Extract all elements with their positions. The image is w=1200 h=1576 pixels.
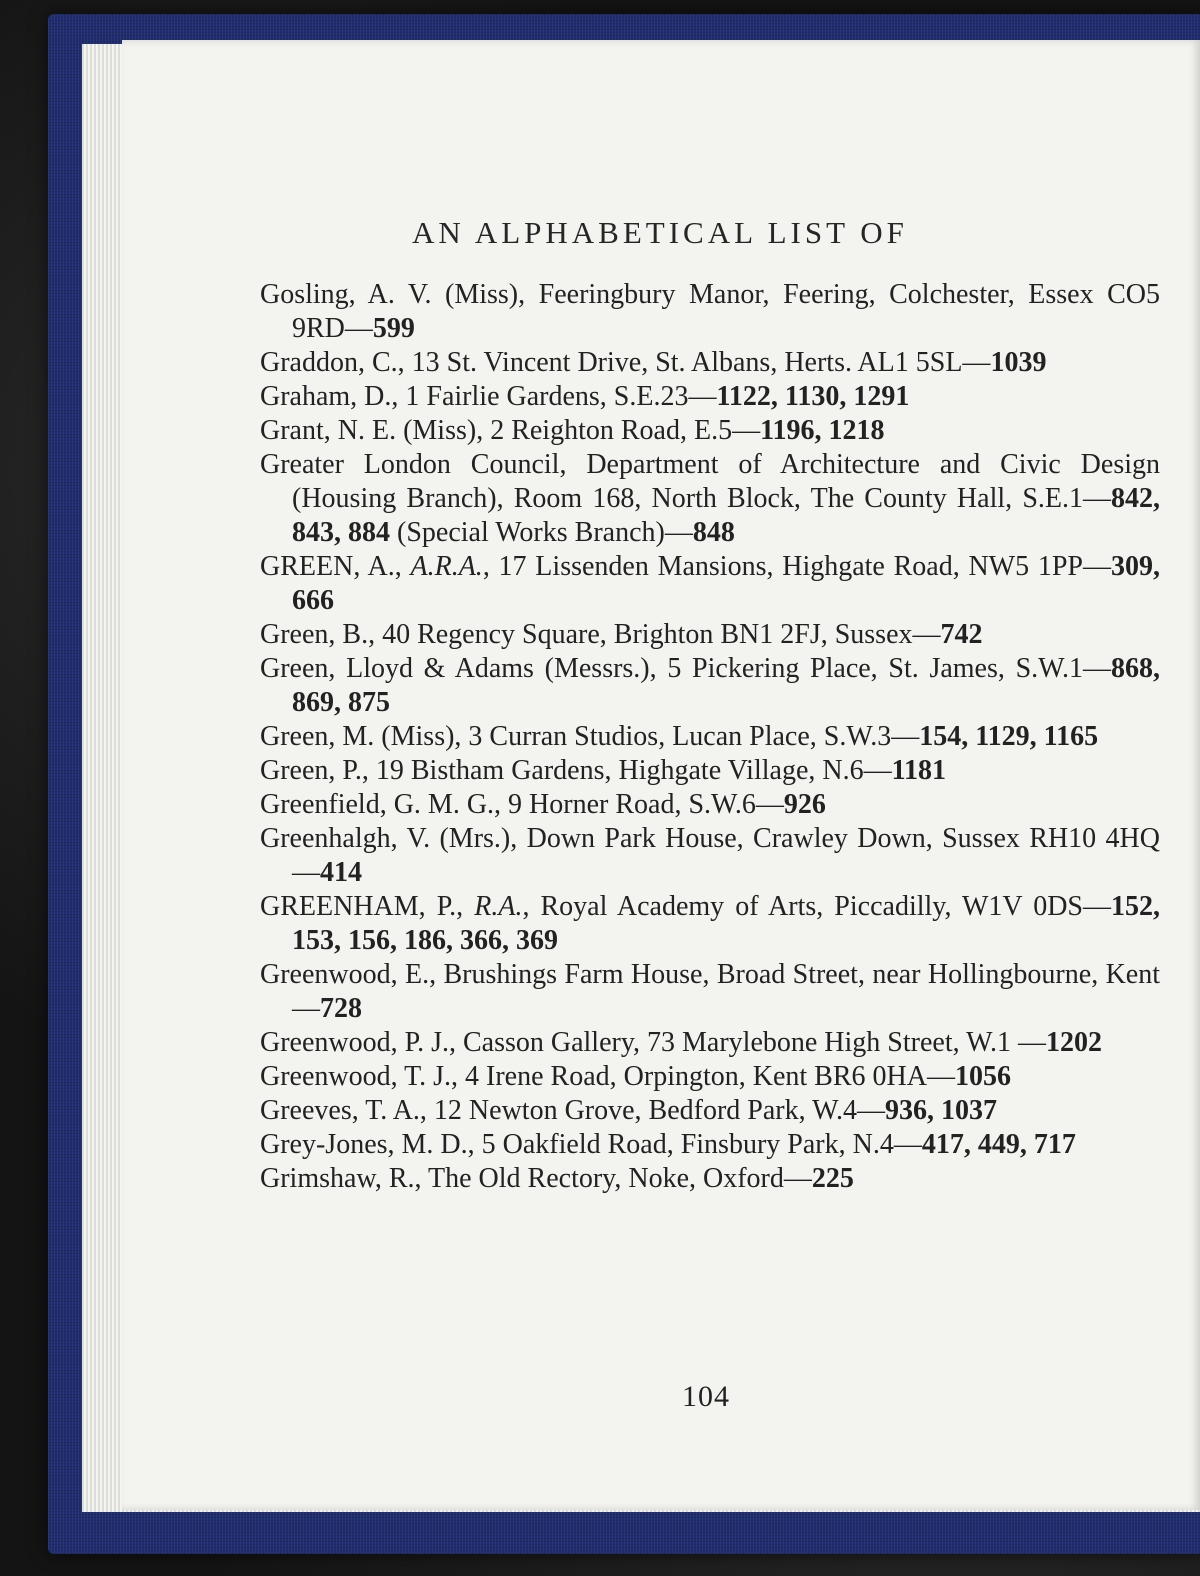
list-entry	[260, 380, 1160, 414]
list-entry	[260, 1060, 1160, 1094]
list-entry	[260, 550, 1160, 618]
entry-numbers: 842, 843, 884	[292, 483, 1160, 548]
entry-text: Gosling, A. V. (Miss), Feeringbury Manor, Feering, Colchester, Essex CO5 9RD—	[260, 279, 1160, 344]
list-entry	[260, 958, 1160, 1026]
entry-numbers: 1196, 1218	[760, 415, 885, 446]
entry-numbers: 154, 1129, 1165	[919, 721, 1099, 752]
entry-text: Graham, D., 1 Fairlie Gardens, S.E.23—	[260, 381, 717, 412]
entry-numbers: 1039	[990, 347, 1047, 378]
entry-numbers: 414	[320, 857, 362, 888]
entry-text: Greeves, T. A., 12 Newton Grove, Bedford Park, W.4—	[260, 1095, 885, 1126]
entry-numbers: 926	[783, 789, 826, 820]
entry-numbers: 225	[811, 1163, 854, 1194]
entry-text: Greenfield, G. M. G., 9 Horner Road, S.W.6—	[260, 789, 784, 820]
list-entry	[260, 788, 1160, 822]
entry-numbers: 868, 869, 875	[292, 653, 1160, 718]
entry-numbers: 1181	[891, 755, 947, 786]
entry-text: GREEN, A.,	[260, 551, 411, 582]
entry-text: Green, Lloyd & Adams (Messrs.), 5 Pickering Place, St. James, S.W.1—	[260, 653, 1111, 684]
list-entry	[260, 414, 1160, 448]
entry-text: Green, M. (Miss), 3 Curran Studios, Lucan Place, S.W.3—	[260, 721, 920, 752]
entry-text: Greenhalgh, V. (Mrs.), Down Park House, Crawley Down, Sussex RH10 4HQ—	[260, 823, 1160, 888]
entry-text: GREENHAM, P.,	[260, 891, 475, 922]
list-entry	[260, 448, 1160, 550]
list-entry	[260, 618, 1160, 652]
entry-text: Greenwood, E., Brushings Farm House, Broad Street, near Hollingbourne, Kent—	[260, 959, 1160, 1024]
entry-text: Grimshaw, R., The Old Rectory, Noke, Oxford—	[260, 1163, 812, 1194]
list-entry	[260, 890, 1160, 958]
entry-text: Graddon, C., 13 St. Vincent Drive, St. Albans, Herts. AL1 5SL—	[260, 347, 991, 378]
entry-text: Green, P., 19 Bistham Gardens, Highgate Village, N.6—	[260, 755, 892, 786]
entry-numbers: 417, 449, 717	[921, 1129, 1076, 1160]
entry-text-2: , 17 Lissenden Mansions, Highgate Road, NW5 1PP—	[482, 551, 1111, 582]
entry-numbers: 1056	[954, 1061, 1011, 1092]
entry-title: A.R.A.	[410, 551, 483, 582]
list-entry	[260, 1094, 1160, 1128]
entry-text: Greenwood, T. J., 4 Irene Road, Orpington, Kent BR6 0HA—	[260, 1061, 955, 1092]
list-entry	[260, 278, 1160, 346]
entry-text: Grey-Jones, M. D., 5 Oakfield Road, Finsbury Park, N.4—	[260, 1129, 922, 1160]
running-head: AN ALPHABETICAL LIST OF	[412, 215, 908, 250]
entry-text: Greenwood, P. J., Casson Gallery, 73 Marylebone High Street, W.1 —	[260, 1027, 1046, 1058]
list-entry	[260, 1026, 1160, 1060]
entry-numbers: 152, 153, 156, 186, 366, 369	[292, 891, 1160, 956]
list-entry	[260, 822, 1160, 890]
list-entry	[260, 754, 1160, 788]
page-number: 104	[682, 1380, 730, 1413]
entry-numbers-2: 848	[692, 517, 735, 548]
list-entry	[260, 346, 1160, 380]
entry-numbers: 936, 1037	[884, 1095, 997, 1126]
entry-title: R.A.	[474, 891, 523, 922]
list-entry	[260, 720, 1160, 754]
entry-text: Grant, N. E. (Miss), 2 Reighton Road, E.5—	[260, 415, 761, 446]
entry-suffix: (Special Works Branch)—	[390, 517, 693, 548]
book-page	[122, 40, 1200, 1510]
entry-numbers: 728	[320, 993, 362, 1024]
entry-text-2: , Royal Academy of Arts, Piccadilly, W1V 0DS—	[522, 891, 1111, 922]
list-entry	[260, 1162, 1160, 1196]
entry-numbers: 599	[372, 313, 415, 344]
entry-text: Green, B., 40 Regency Square, Brighton BN1 2FJ, Sussex—	[260, 619, 941, 650]
entry-numbers: 309, 666	[292, 551, 1160, 616]
entry-text: Greater London Council, Department of Architecture and Civic Design (Housing Branch), Room 168, North Block, The County Hall, S.E.1—	[260, 449, 1160, 514]
entry-numbers: 1202	[1045, 1027, 1102, 1058]
list-entry	[260, 1128, 1160, 1162]
entry-numbers: 742	[940, 619, 983, 650]
entry-list	[260, 278, 1160, 1196]
entry-numbers: 1122, 1130, 1291	[716, 381, 910, 412]
list-entry	[260, 652, 1160, 720]
